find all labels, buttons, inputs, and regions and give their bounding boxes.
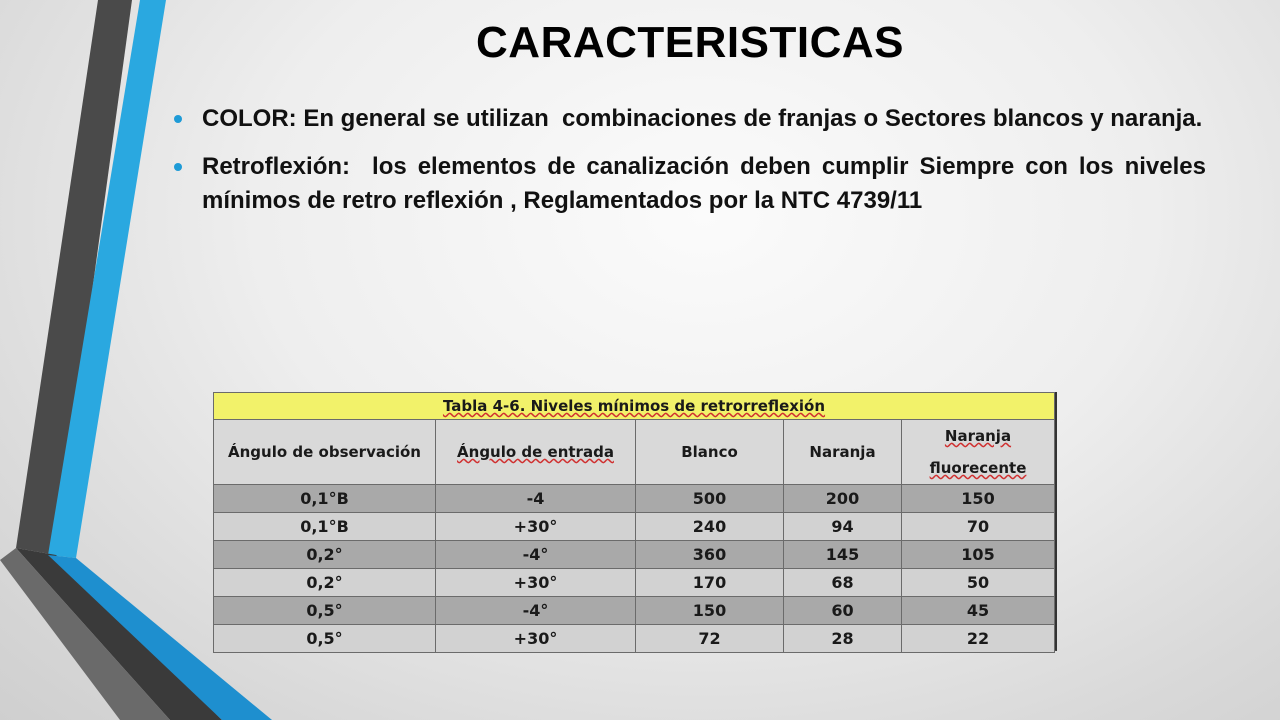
slide-title: CARACTERISTICAS (476, 18, 904, 67)
header-white: Blanco (636, 420, 784, 485)
bullet-text: Retroflexión: los elementos de canalización deben cumplir Siempre con los niveles mínimos de retro reflexión , Reglamentados por la NTC 4739/11 (202, 153, 1213, 214)
cell-entry-angle: +30° (436, 625, 636, 653)
bullet-text: COLOR: En general se utilizan combinaciones de franjas o Sectores blancos y naranja. (202, 105, 1203, 132)
cell-orange: 60 (784, 597, 902, 625)
cell-orange: 200 (784, 485, 902, 513)
table-row (214, 625, 1055, 653)
cell-entry-angle: +30° (436, 513, 636, 541)
table-row (214, 485, 1055, 513)
cell-orange: 68 (784, 569, 902, 597)
cell-fluorescent-orange: 22 (902, 625, 1055, 653)
cell-observation-angle: 0,5° (214, 597, 436, 625)
cell-observation-angle: 0,1°B (214, 485, 436, 513)
cell-entry-angle: -4° (436, 541, 636, 569)
retroreflection-table (213, 392, 1055, 653)
cell-fluorescent-orange: 50 (902, 569, 1055, 597)
header-orange: Naranja (784, 420, 902, 485)
cell-fluorescent-orange: 45 (902, 597, 1055, 625)
header-entry-angle (436, 420, 636, 485)
table-row (214, 569, 1055, 597)
header-entry-angle-text: Ángulo de entrada (457, 443, 614, 461)
cell-orange: 145 (784, 541, 902, 569)
table-row (214, 513, 1055, 541)
bullet-dot (174, 115, 182, 123)
cell-white: 500 (636, 485, 784, 513)
header-observation-angle: Ángulo de observación (214, 420, 436, 485)
table-caption-text: Tabla 4-6. Niveles mínimos de retrorreflexión (442, 397, 826, 415)
cell-observation-angle: 0,2° (214, 569, 436, 597)
cell-fluorescent-orange: 150 (902, 485, 1055, 513)
cell-white: 240 (636, 513, 784, 541)
table-row (214, 597, 1055, 625)
cell-white: 170 (636, 569, 784, 597)
cell-white: 72 (636, 625, 784, 653)
cell-entry-angle: +30° (436, 569, 636, 597)
bullet-dot (174, 163, 182, 171)
bullet-color (172, 102, 1206, 136)
bullet-list (172, 102, 1213, 232)
table-header-row (214, 420, 1055, 485)
cell-observation-angle: 0,5° (214, 625, 436, 653)
cell-observation-angle: 0,1°B (214, 513, 436, 541)
cell-fluorescent-orange: 70 (902, 513, 1055, 541)
cell-entry-angle: -4° (436, 597, 636, 625)
retroreflection-table-image (213, 392, 1057, 651)
cell-entry-angle: -4 (436, 485, 636, 513)
cell-observation-angle: 0,2° (214, 541, 436, 569)
cell-orange: 94 (784, 513, 902, 541)
cell-white: 360 (636, 541, 784, 569)
cell-orange: 28 (784, 625, 902, 653)
table-row (214, 541, 1055, 569)
cell-fluorescent-orange: 105 (902, 541, 1055, 569)
header-fluorescent-orange (902, 420, 1055, 485)
header-fluorescent-orange-text: Naranja fluorecente (929, 427, 1027, 477)
cell-white: 150 (636, 597, 784, 625)
bullet-retroflexion (172, 150, 1213, 218)
table-caption (214, 393, 1055, 420)
